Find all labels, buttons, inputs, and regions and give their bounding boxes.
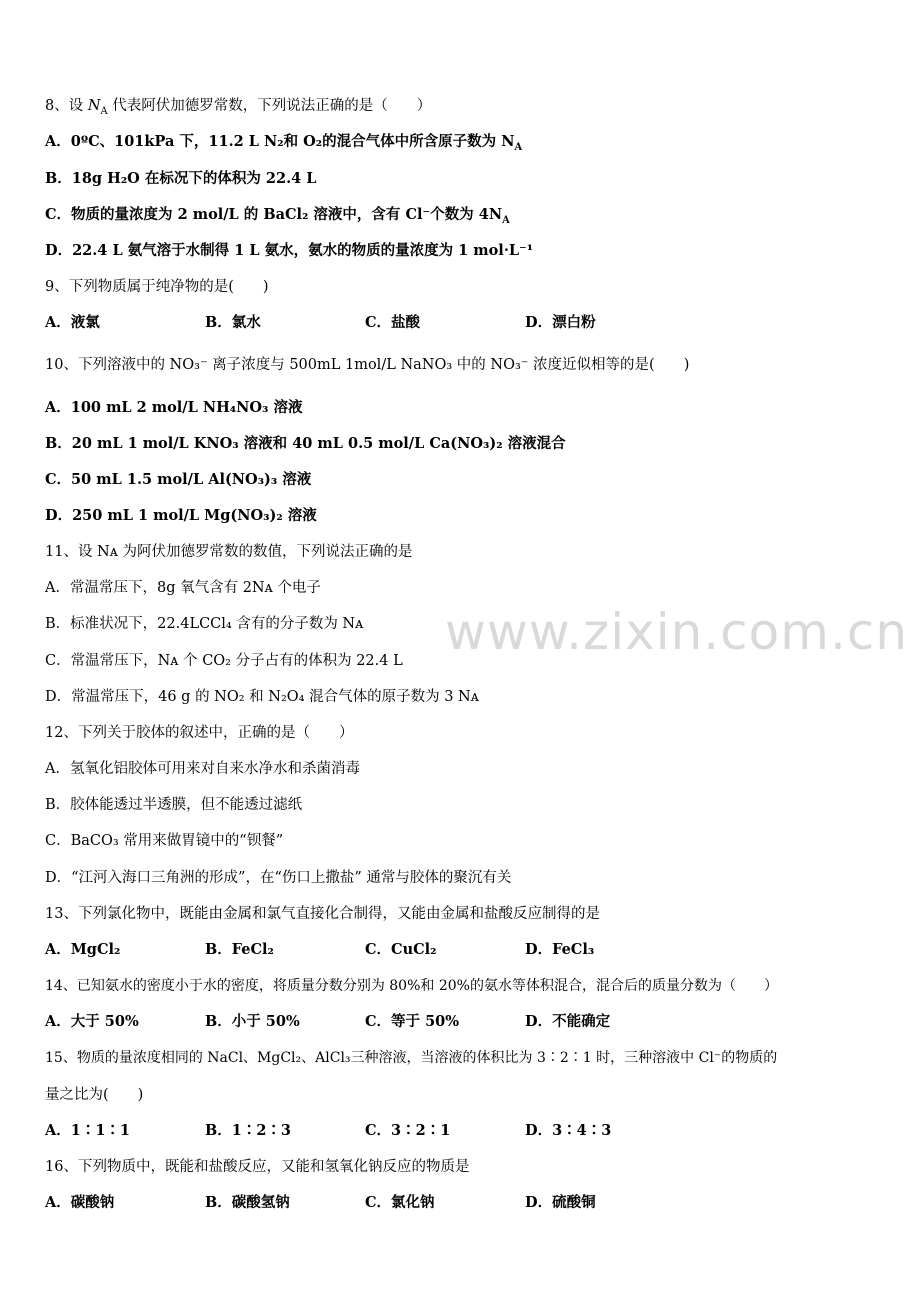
q11-option-d: D．常温常压下，46 g 的 NO₂ 和 N₂O₄ 混合气体的原子数为 3 Nᴀ [45,689,479,705]
q15-option-c: C．3∶2∶1 [365,1122,451,1139]
q9-option-a: A．液氯 [45,314,100,331]
q10-option-d: D．250 mL 1 mol/L Mg(NO₃)₂ 溶液 [45,507,317,524]
q14-option-b: B．小于 50% [205,1013,300,1030]
q8-stem-pre: 8、设 [45,98,88,114]
q8-option-a-sub: A [514,141,523,153]
q8-option-b: B．18g H₂O 在标况下的体积为 22.4 L [45,170,317,187]
q15-option-d: D．3∶4∶3 [525,1122,612,1139]
q8-option-d: D．22.4 L 氨气溶于水制得 1 L 氨水，氨水的物质的量浓度为 1 mol·L⁻¹ [45,242,534,259]
q14-option-a: A．大于 50% [45,1013,139,1030]
q8-na-sub: A [100,105,108,117]
q15-stem-line2: 量之比为( ) [45,1087,144,1103]
q8-option-c-text: C．物质的量浓度为 2 mol/L 的 BaCl₂ 溶液中，含有 Cl⁻个数为 4N [45,206,503,223]
q11-stem: 11、设 Nᴀ 为阿伏加德罗常数的数值，下列说法正确的是 [45,544,413,560]
q16-stem: 16、下列物质中，既能和盐酸反应，又能和氢氧化钠反应的物质是 [45,1159,470,1175]
q14-stem: 14、已知氨水的密度小于水的密度，将质量分数分别为 80%和 20%的氨水等体积混合，混合后的质量分数为（ ） [45,978,778,994]
q16-option-d: D．硫酸铜 [525,1194,596,1211]
q11-option-c: C．常温常压下，Nᴀ 个 CO₂ 分子占有的体积为 22.4 L [45,653,403,669]
q13-stem: 13、下列氯化物中，既能由金属和氯气直接化合制得，又能由金属和盐酸反应制得的是 [45,906,600,922]
q11-option-b: B．标准状况下，22.4LCCl₄ 含有的分子数为 Nᴀ [45,616,364,632]
q16-option-a: A．碳酸钠 [45,1194,115,1211]
q8-option-c-sub: A [502,214,510,226]
q10-option-c: C．50 mL 1.5 mol/L Al(NO₃)₃ 溶液 [45,471,312,488]
q12-option-b: B．胶体能透过半透膜，但不能透过滤纸 [45,797,303,813]
q9-option-b: B．氯水 [205,314,261,331]
q8-stem-post: 代表阿伏加德罗常数，下列说法正确的是（ ） [107,98,432,114]
watermark: www.zixin.com.cn [445,603,909,661]
q15-option-a: A．1∶1∶1 [45,1122,131,1139]
q8-option-c [45,206,510,224]
q8-option-a-text: A．0ºC、101kPa 下，11.2 L N₂和 O₂的混合气体中所含原子数为 N [45,133,515,150]
q9-option-d: D．漂白粉 [525,314,596,331]
q13-option-a: A．MgCl₂ [45,941,121,958]
q8-option-a [45,133,522,151]
q15-stem-line1: 15、物质的量浓度相同的 NaCl、MgCl₂、AlCl₃三种溶液，当溶液的体积比为 3∶2∶1 时，三种溶液中 Cl⁻的物质的 [45,1050,778,1066]
q10-option-b: B．20 mL 1 mol/L KNO₃ 溶液和 40 mL 0.5 mol/L Ca(NO₃)₂ 溶液混合 [45,435,566,452]
q9-stem: 9、下列物质属于纯净物的是( ) [45,279,269,295]
q16-option-b: B．碳酸氢钠 [205,1194,290,1211]
q12-stem: 12、下列关于胶体的叙述中，正确的是（ ） [45,725,354,741]
q16-option-c: C．氯化钠 [365,1194,435,1211]
q12-option-a: A．氢氧化铝胶体可用来对自来水净水和杀菌消毒 [45,761,360,777]
q10-stem: 10、下列溶液中的 NO₃⁻ 离子浓度与 500mL 1mol/L NaNO₃ 中的 NO₃⁻ 浓度近似相等的是( ) [45,357,690,373]
q13-option-b: B．FeCl₂ [205,941,274,958]
q11-option-a: A．常温常压下，8g 氧气含有 2Nᴀ 个电子 [45,580,321,596]
q12-option-d: D．“江河入海口三角洲的形成”，在“伤口上撒盐” 通常与胶体的聚沉有关 [45,870,512,886]
q13-option-c: C．CuCl₂ [365,941,437,958]
q15-option-b: B．1∶2∶3 [205,1122,292,1139]
q10-option-a: A．100 mL 2 mol/L NH₄NO₃ 溶液 [45,399,303,416]
q14-option-c: C．等于 50% [365,1013,460,1030]
q13-option-d: D．FeCl₃ [525,941,595,958]
q12-option-c: C．BaCO₃ 常用来做胃镜中的“钡餐” [45,833,284,849]
q14-option-d: D．不能确定 [525,1013,611,1030]
q8-stem [45,97,431,115]
q9-option-c: C．盐酸 [365,314,421,331]
q8-na-symbol: N [87,98,101,114]
